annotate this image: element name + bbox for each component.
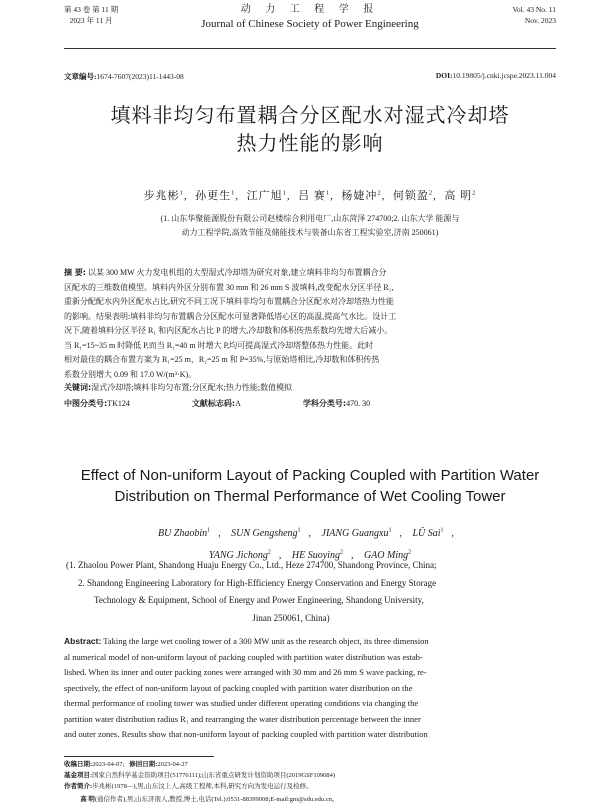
author-en: GAO Ming$^2$ [363,549,412,561]
authors-cn: 步兆彬$^1$, 孙更生$^1$, 江广旭$^1$, 吕 赛$^1$, 杨婕冲$^2$, 何锁盈$^2$, 高 明$^2$ [143,189,477,202]
keywords-cn: 关键词:湿式冷却塔;填料非均匀布置;分区配水;热力性能;数值模拟 [64,383,293,392]
abstract-en: Abstract: Taking the large wet cooling tower of a 300 MW unit as the research object, its three dimension al numerical model of non-uniform layout of packing coupled with partition water distribution was estab- lished. When its inner and outer packing zones were arranged with 30 mm and 26 mm S wave packing, re- spectively, the effect of non-uniform layout of packing coupled with partition water distribution on the thermal performance of cooling tower was studied under different operating conditions via changing the partition water distribution radius R₁ and rearranging the water distribution percentage between the inner and outer zones. Results show that non-uniform layout of packing coupled with partition water distribution [64,636,429,739]
affiliation-en: (1. Zhaolou Power Plant, Shandong Huaju Energy Co., Ltd., Heze 274700, Shandong Province, China; 2. Shandong Engineering Laboratory for High-Efficiency Energy Conservation and Energy Storage Technology & Equipment, School of Energy and Power Engineering, Shandong University, Jinan 250061, China) [66,560,437,623]
document-code: 文献标志码:A [191,399,241,408]
author-cn: 孙更生$^1$ [195,189,236,202]
author-cn: 步兆彬$^1$ [143,189,184,202]
footnote-fund: 基金项目:国家自然科学基金资助项目(51776111);山东省重点研发计划资助项目(2019GSF109084) [64,772,336,779]
doi: DOI:10.19805/j.cnki.jcspe.2023.11.004 [435,71,556,80]
author-cn: 高 明$^2$ [444,189,477,202]
title-en-line: Distribution on Thermal Performance of Wet Cooling Tower [114,488,506,505]
footnote-corresponding: 高 明(通信作者),男,山东济南人,教授,博士,电话(Tel.):0531-88399008;E-mail:gm@sdu.edu.cn。 [80,796,339,803]
title-en-line: Effect of Non-uniform Layout of Packing Coupled with Partition Water [80,467,540,484]
date-cn: 2023 年 11 月 [69,16,113,25]
title-cn [64,101,556,157]
classification-cn [64,398,556,409]
clc-number: 中图分类号:TK124 [64,399,130,408]
running-header [64,4,556,44]
keywords-cn-label: 关键词: [64,383,92,392]
author-cn: 何锁盈$^2$ [392,189,434,202]
title-cn-line: 热力性能的影响 [236,131,384,155]
subject-code: 学科分类号:470. 30 [302,399,371,408]
volume-en: Vol. 43 No. 11 [512,5,556,14]
author-cn: 杨婕冲$^2$ [341,189,382,202]
title-en [50,465,570,507]
article-number: 文章编号:1674-7607(2023)11-1443-08 [64,72,184,81]
footnote-author: 作者简介:步兆彬(1978—),男,山东汶上人,高级工程师,本科,研究方向为发电运行及检修。 [64,783,313,790]
abstract-cn: 摘 要: 以某 300 MW 火力发电机组的大型湿式冷却塔为研究对象,建立填料非均匀布置耦合分 区配水的三维数值模型。填料内外区分别布置 30 mm 和 26 mm S 波填料,改变配水分区半径 R₁, 重新分配配水内外区配水占比,研究不同工况下填料非均匀布置耦合分区配水对冷却塔热力性能 的影响。结果表明:填料非均匀布置耦合分区配水可显著降低塔心区的高温,提高气水比。设计工 况下,随着填料分区半径 R₁ 和内区配水占比 P 的增大,冷却数和体积传热系数均先增大后减小。 当 R₁=15~35 m 时降低 P,而当 R₁=40 m 时增大 P,均可提高湿式冷却塔整体热力性能。此时 相对最佳的耦合布置方案为 R₁=25 m、R₂=25 m 和 P=35%,与原始塔相比,冷却数和体积传热 系数分别增大 0.09 和 17.0 W/(m³·K)。 [64,268,397,379]
abstract-cn-label: 摘 要: [64,268,86,277]
author-en: SUN Gengsheng$^1$ [231,528,301,540]
author-cn: 吕 赛$^1$ [298,189,331,202]
authors-en: BU Zhaobin$^1$ , SUN Gengsheng$^1$ , JIANG Guangxu$^1$ , LÜ Sai$^1$ , YANG Jichong$^2$ , HE Suoying$^2$ , GAO Ming$^2$ [157,528,455,561]
footnote-divider [64,756,214,757]
footnote-dates: 收稿日期:2023-04-07; 修回日期:2023-04-27 [64,761,188,768]
journal-name-cn: 动 力 工 程 学 报 [240,4,380,15]
abstract-en-label: Abstract: [64,636,102,646]
author-en: HE Suoying$^2$ [291,549,343,561]
header-divider [64,48,556,49]
header-journal [64,4,556,31]
title-cn-line: 填料非均匀布置耦合分区配水对湿式冷却塔 [110,103,510,127]
author-cn: 江广旭$^1$ [246,189,287,202]
header-volume-en [512,4,556,26]
volume-cn: 第 43 卷 第 11 期 [64,5,119,14]
date-en: Nov. 2023 [524,16,556,25]
author-en: BU Zhaobin$^1$ [157,528,211,540]
author-en: LÜ Sai$^1$ [412,528,444,540]
author-en: JIANG Guangxu$^1$ [321,528,392,540]
author-en: YANG Jichong$^2$ [208,549,271,561]
journal-name-en: Journal of Chinese Society of Power Engineering [201,18,419,30]
affiliation-cn: (1. 山东华聚能源股份有限公司赵楼综合利用电厂,山东菏泽 274700;2. 山东大学 能源与 动力工程学院,高效节能及储能技术与装备山东省工程实验室,济南 250061) [160,214,460,237]
